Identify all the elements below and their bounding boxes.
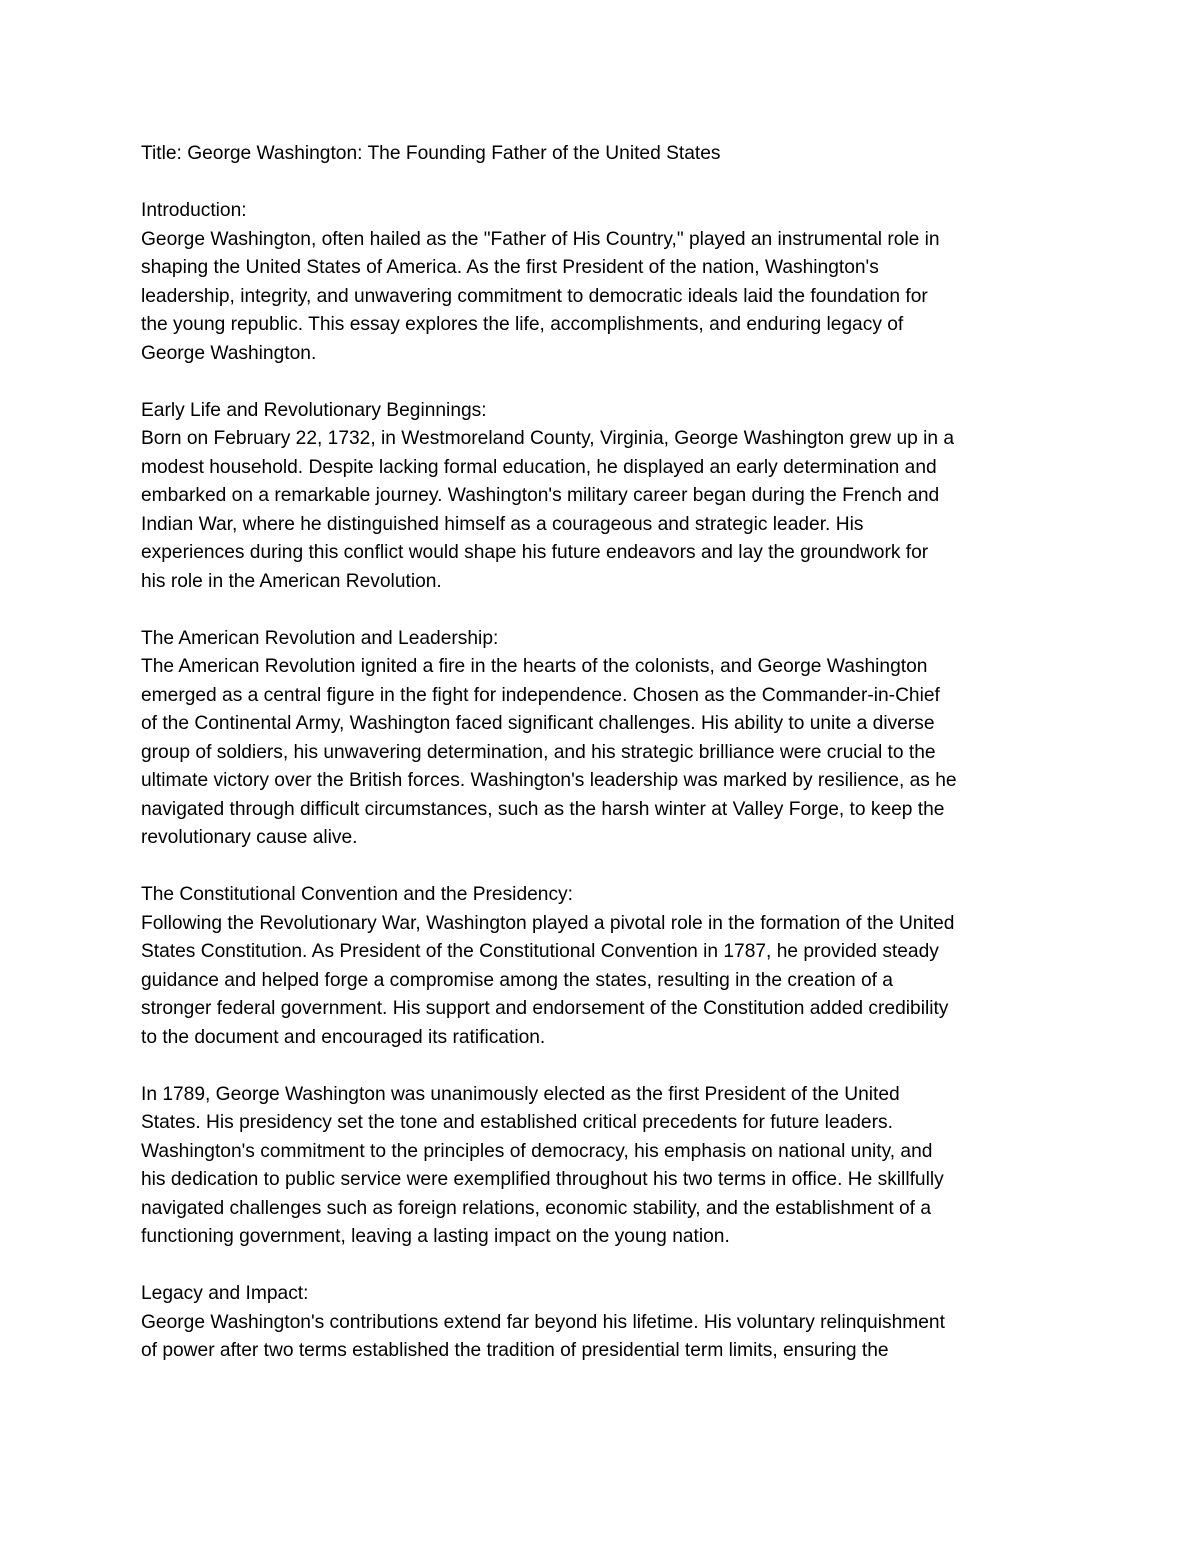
paragraph-spacer — [141, 169, 1071, 198]
paragraph-line: his dedication to public service were exemplified throughout his two terms in office. He skillfully — [141, 1169, 944, 1190]
paragraph-spacer — [141, 368, 1071, 397]
paragraph-line: The American Revolution ignited a fire in the hearts of the colonists, and George Washington — [141, 656, 928, 677]
paragraph-line: revolutionary cause alive. — [141, 827, 358, 848]
paragraph-line: navigated challenges such as foreign relations, economic stability, and the establishment of a — [141, 1197, 931, 1219]
paragraph-line: modest household. Despite lacking formal education, he displayed an early determination and — [141, 456, 937, 478]
paragraph-line: of the Continental Army, Washington faced significant challenges. His ability to unite a diverse — [141, 713, 935, 734]
paragraph-line: emerged as a central figure in the fight for independence. Chosen as the Commander-in-Chief — [141, 684, 940, 706]
paragraph-spacer — [141, 853, 1071, 882]
paragraph-line: the young republic. This essay explores the life, accomplishments, and enduring legacy of — [141, 314, 904, 335]
paragraph-line: Following the Revolutionary War, Washington played a pivotal role in the formation of the United — [141, 912, 955, 934]
paragraph-line: Washington's commitment to the principles of democracy, his emphasis on national unity, and — [141, 1140, 933, 1162]
paragraph-line: George Washington's contributions extend far beyond his lifetime. His voluntary relinquishment — [141, 1311, 945, 1333]
paragraph-line: In 1789, George Washington was unanimously elected as the first President of the United — [141, 1083, 900, 1105]
paragraph-line: his role in the American Revolution. — [141, 570, 442, 592]
paragraph-line: leadership, integrity, and unwavering commitment to democratic ideals laid the foundation for — [141, 285, 928, 307]
paragraph-line: States Constitution. As President of the Constitutional Convention in 1787, he provided steady — [141, 941, 939, 962]
section-heading-early-life: Early Life and Revolutionary Beginnings: — [141, 399, 487, 421]
paragraph-spacer — [141, 596, 1071, 625]
paragraph-line: functioning government, leaving a lasting impact on the young nation. — [141, 1226, 730, 1247]
paragraph-line: group of soldiers, his unwavering determination, and his strategic brilliance were crucial to the — [141, 741, 936, 763]
paragraph-line: ultimate victory over the British forces. Washington's leadership was marked by resilience, as he — [141, 770, 957, 791]
paragraph-line: to the document and encouraged its ratification. — [141, 1026, 546, 1048]
paragraph-line: stronger federal government. His support and endorsement of the Constitution added credibility — [141, 998, 949, 1019]
document-body — [141, 140, 1071, 1366]
paragraph-line: of power after two terms established the tradition of presidential term limits, ensuring the — [141, 1340, 889, 1361]
paragraph-line: Indian War, where he distinguished himself as a courageous and strategic leader. His — [141, 513, 864, 535]
paragraph-line: George Washington. — [141, 342, 317, 364]
paragraph-line: navigated through difficult circumstances, such as the harsh winter at Valley Forge, to keep the — [141, 798, 945, 820]
section-heading-legacy: Legacy and Impact: — [141, 1283, 309, 1304]
section-heading-american-revolution: The American Revolution and Leadership: — [141, 627, 499, 649]
paragraph-spacer — [141, 1052, 1071, 1081]
paragraph-line: Born on February 22, 1732, in Westmoreland County, Virginia, George Washington grew up in a — [141, 428, 955, 449]
paragraph-line: States. His presidency set the tone and established critical precedents for future leaders. — [141, 1112, 893, 1133]
section-heading-introduction: Introduction: — [141, 200, 247, 221]
paragraph-line: guidance and helped forge a compromise among the states, resulting in the creation of a — [141, 969, 893, 991]
paragraph-line: experiences during this conflict would shape his future endeavors and lay the groundwork for — [141, 542, 929, 563]
paragraph-spacer — [141, 1252, 1071, 1281]
section-heading-constitutional-convention: The Constitutional Convention and the Presidency: — [141, 884, 573, 905]
paragraph-line: shaping the United States of America. As the first President of the nation, Washington's — [141, 257, 879, 278]
document-title: Title: George Washington: The Founding Father of the United States — [141, 143, 721, 164]
paragraph-line: George Washington, often hailed as the "Father of His Country," played an instrumental role in — [141, 228, 940, 250]
paragraph-line: embarked on a remarkable journey. Washington's military career began during the French and — [141, 485, 940, 506]
